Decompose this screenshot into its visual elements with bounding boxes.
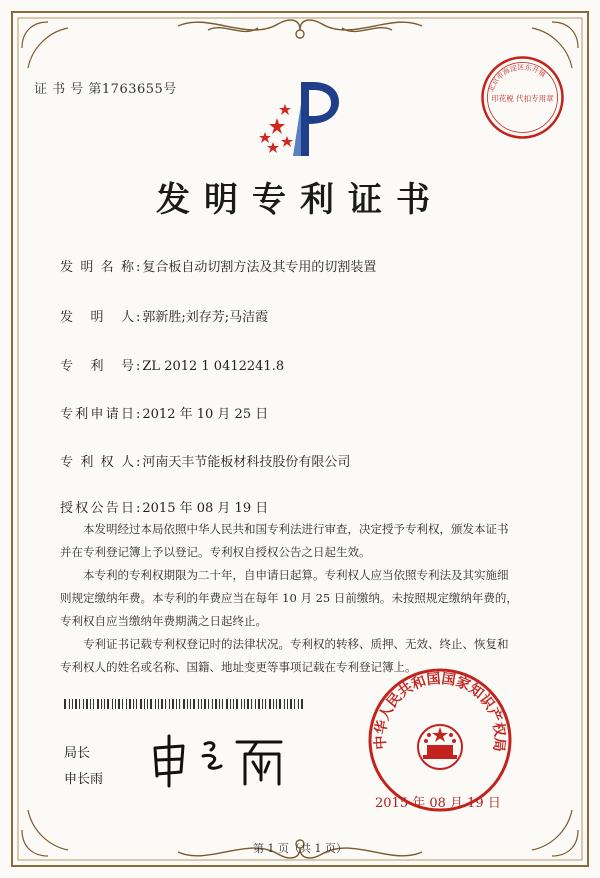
barcode-bar — [147, 699, 148, 709]
field-patent-number: 专 利 号 : ZL 2012 1 0412241.8 — [60, 355, 284, 374]
barcode-bar — [86, 699, 88, 709]
field-invention-name: 发 明 名 称 : 复合板自动切割方法及其专用的切割装置 — [60, 256, 376, 275]
barcode-bar — [301, 699, 303, 709]
barcode-bar — [79, 699, 80, 709]
barcode-bar — [204, 699, 206, 709]
barcode-bar — [294, 699, 295, 709]
field-grant-date: 授权公告日 : 2015 年 08 月 19 日 — [60, 497, 268, 516]
barcode-bar — [284, 699, 285, 709]
seal-date: 2015 年 08 月 19 日 — [375, 796, 501, 811]
barcode-bar — [230, 699, 231, 709]
barcode-bar — [112, 699, 113, 709]
barcode-bar — [236, 699, 238, 709]
body-line: 并在专利登记簿上予以登记。专利权自授权公告之日起生效。 — [60, 545, 371, 559]
barcode-bar — [107, 699, 109, 709]
field-label: 发 明 名 称 — [60, 260, 134, 275]
barcode-bar — [255, 699, 256, 709]
barcode-bar — [169, 699, 170, 709]
barcode-bar — [83, 699, 84, 709]
barcode-bar — [161, 699, 163, 709]
barcode-bar — [72, 699, 73, 709]
barcode-bar — [244, 699, 245, 709]
barcode-bar — [118, 699, 120, 709]
director-name: 申长雨 — [64, 772, 104, 787]
barcode-bar — [90, 699, 91, 709]
barcode-bar — [176, 699, 177, 709]
barcode-bar — [212, 699, 213, 709]
barcode-bar — [101, 699, 102, 709]
barcode-bar — [251, 699, 252, 709]
barcode-bar — [179, 699, 180, 709]
barcode-bar — [97, 699, 99, 709]
barcode-bar — [158, 699, 159, 709]
barcode-bar — [219, 699, 220, 709]
barcode-bar — [140, 699, 142, 709]
barcode-bar — [287, 699, 288, 709]
field-value: 2015 年 08 月 19 日 — [142, 501, 269, 516]
barcode-bar — [247, 699, 249, 709]
official-seal-text: 中华人民共和国国家知识产权局 — [372, 670, 508, 753]
barcode-bar — [215, 699, 217, 709]
director-title: 局长 — [64, 746, 91, 761]
barcode-bar — [165, 699, 166, 709]
barcode-bar — [64, 699, 66, 709]
barcode-bar — [104, 699, 105, 709]
barcode-bar — [190, 699, 191, 709]
field-inventors: 发 明 人 : 郭新胜;刘存芳;马洁霞 — [60, 306, 268, 325]
body-line: 专利权人的姓名或名称、国籍、地址变更等事项记载在专利登记簿上。 — [60, 660, 417, 674]
svg-text:中华人民共和国国家知识产权局 — [372, 670, 509, 752]
barcode-bar — [136, 699, 137, 709]
tax-stamp-center-text: 印花税 代扣专用章 — [491, 94, 554, 103]
barcode-bar — [93, 699, 94, 709]
barcode-bar — [226, 699, 228, 709]
barcode-bar — [115, 699, 116, 709]
field-application-date: 专利申请日 : 2012 年 10 月 25 日 — [60, 403, 268, 422]
field-label: 专 利 权 人 — [60, 455, 134, 470]
barcode-bar — [222, 699, 223, 709]
body-line: 本发明经过本局依照中华人民共和国专利法进行审查，决定授予专利权，颁发本证书 — [60, 522, 509, 536]
body-line: 专利证书记载专利权登记时的法律状况。专利权的转移、质押、无效、终止、恢复和 — [60, 637, 509, 651]
barcode-bar — [290, 699, 292, 709]
barcode-bar — [69, 699, 70, 709]
barcode-bar — [129, 699, 131, 709]
barcode-bar — [122, 699, 123, 709]
barcode-bar — [208, 699, 209, 709]
field-patentee: 专 利 权 人 : 河南天丰节能板材科技股份有限公司 — [60, 451, 350, 470]
barcode-bar — [279, 699, 281, 709]
field-value: ZL 2012 1 0412241.8 — [142, 359, 285, 374]
barcode-bar — [198, 699, 199, 709]
field-label: 专 利 号 — [60, 359, 134, 374]
barcode-bar — [150, 699, 152, 709]
certificate-title: 发明专利证书 — [156, 180, 444, 220]
field-label: 发 明 人 — [60, 310, 134, 325]
tax-stamp-arc-text: 北京市海淀区东升镇 — [487, 63, 547, 94]
certificate-number: 证 书 号 第1763655号 — [34, 82, 177, 97]
barcode-bar — [133, 699, 134, 709]
barcode-bar — [172, 699, 174, 709]
barcode-bar — [258, 699, 260, 709]
director-signature — [145, 730, 305, 790]
barcode-bar — [155, 699, 156, 709]
patent-office-logo — [255, 74, 345, 164]
barcode-bar — [241, 699, 242, 709]
barcode-bar — [193, 699, 195, 709]
body-line: 本专利的专利权期限为二十年，自申请日起算。专利权人应当依照专利法及其实施细 — [60, 568, 509, 582]
field-value: 河南天丰节能板材科技股份有限公司 — [142, 455, 351, 470]
page-number: 第 1 页（共 1 页） — [253, 842, 347, 855]
field-label: 专利申请日 — [60, 407, 134, 422]
barcode-bar — [262, 699, 263, 709]
field-value: 复合板自动切割方法及其专用的切割装置 — [142, 260, 377, 275]
barcode-bar — [183, 699, 185, 709]
barcode-bar — [265, 699, 266, 709]
body-line: 专利权自应当缴纳年费期满之日起终止。 — [60, 614, 267, 628]
barcode-bar — [144, 699, 145, 709]
body-line: 则规定缴纳年费。本专利的年费应当在每年 10 月 25 日前缴纳。未按照规定缴纳年费的， — [60, 591, 518, 605]
barcode-bar — [298, 699, 299, 709]
barcode-bar — [276, 699, 277, 709]
field-label: 授权公告日 — [60, 501, 134, 516]
field-value: 2012 年 10 月 25 日 — [142, 407, 269, 422]
barcode — [64, 699, 306, 709]
barcode-bar — [75, 699, 77, 709]
barcode-bar — [269, 699, 271, 709]
field-value: 郭新胜;刘存芳;马洁霞 — [142, 310, 269, 325]
tax-stamp — [480, 55, 565, 140]
barcode-bar — [126, 699, 127, 709]
barcode-bar — [233, 699, 234, 709]
barcode-bar — [187, 699, 188, 709]
certificate-body — [60, 518, 555, 679]
barcode-bar — [273, 699, 274, 709]
barcode-bar — [201, 699, 202, 709]
